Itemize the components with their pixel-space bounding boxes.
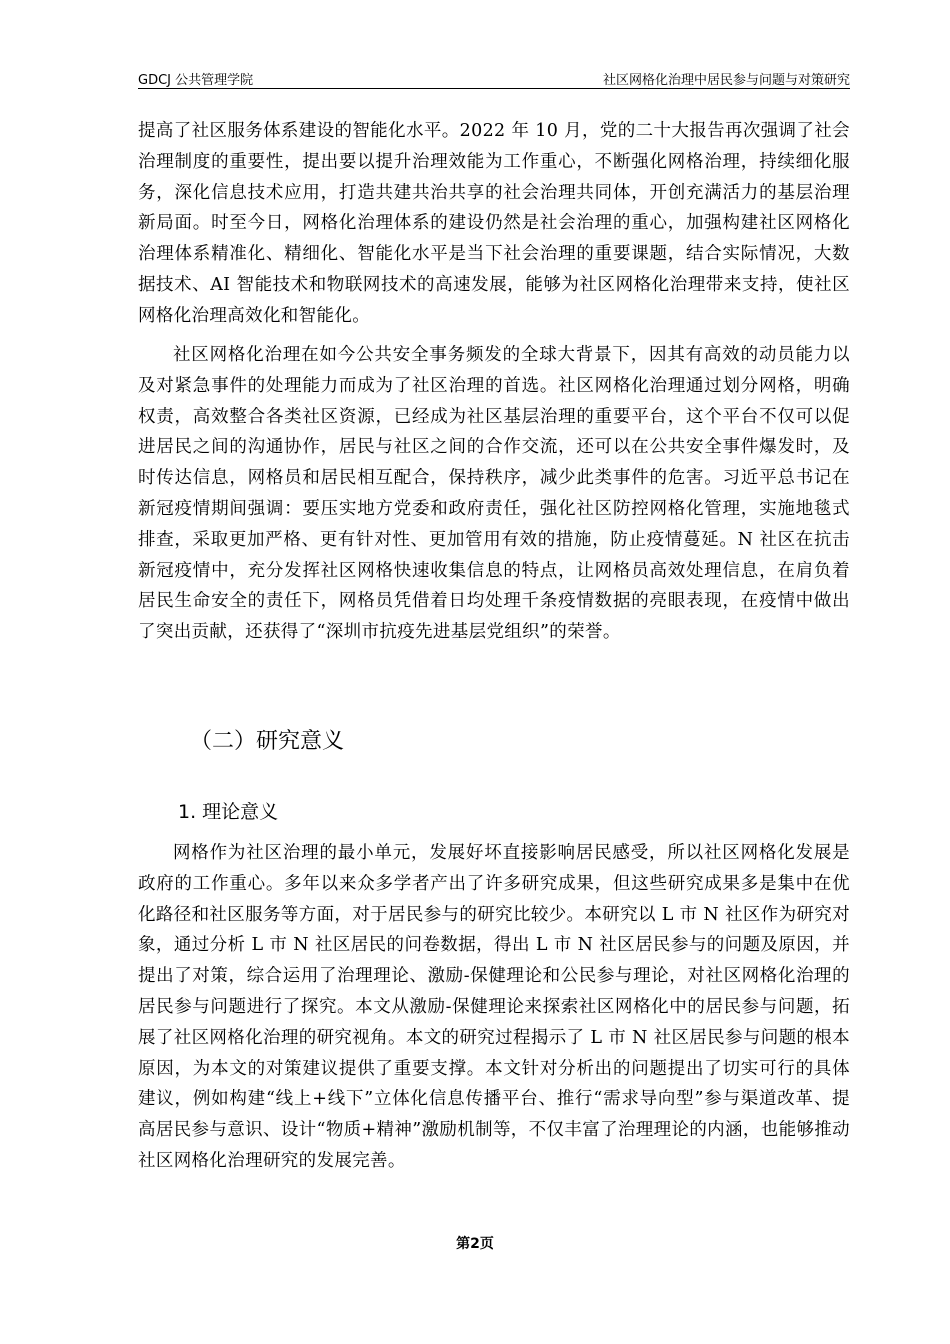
page-number: 第2页 — [456, 1236, 494, 1252]
header-title: 社区网格化治理中居民参与问题与对策研究 — [602, 73, 850, 88]
header-institution: GDCJ 公共管理学院 — [138, 73, 254, 88]
body-paragraph-1: 提高了社区服务体系建设的智能化水平。2022 年 10 月，党的二十大报告再次强调了社会治理制度的重要性，提出要以提升治理效能为工作重心，不断强化网格治理，持续细化服务，深化信息技术应用，打造共建共治共享的社会治理共同体，开创充满活力的基层治理新局面。时至今日，网格化治理体系的建设仍然是社会治理的重心，加强构建社区网格化治理体系精准化、精细化、智能化水平是当下社会治理的重要课题，结合实际情况，大数据技术、AI 智能技术和物联网技术的高速发展，能够为社区网格化治理带来支持，使社区网格化治理高效化和智能化。 — [138, 121, 850, 326]
subsection-heading: 1. 理论意义 — [178, 801, 279, 823]
body-paragraph-3: 网格作为社区治理的最小单元，发展好坏直接影响居民感受，所以社区网格化发展是政府的工作重心。多年以来众多学者产出了许多研究成果，但这些研究成果多是集中在优化路径和社区服务等方面，对于居民参与的研究比较少。本研究以 L 市 N 社区作为研究对象，通过分析 L 市 N 社区居民的问卷数据，得出 L 市 N 社区居民参与的问题及原因，并提出了对策，综合运用了治理理论、激励-保健理论和公民参与理论，对社区网格化治理的居民参与问题进行了探究。本文从激励-保健理论来探索社区网格化中的居民参与问题，拓展了社区网格化治理的研究视角。本文的研究过程揭示了 L 市 N 社区居民参与问题的根本原因，为本文的对策建议提供了重要支撑。本文针对分析出的问题提出了切实可行的具体建议，例如构建“线上+线下”立体化信息传播平台、推行“需求导向型”参与渠道改革、提高居民参与意识、设计“物质+精神”激励机制等，不仅丰富了治理理论的内涵，也能够推动社区网格化治理研究的发展完善。 — [138, 843, 850, 1171]
section-heading: （二）研究意义 — [190, 729, 345, 754]
body-paragraph-2: 社区网格化治理在如今公共安全事务频发的全球大背景下，因其有高效的动员能力以及对紧急事件的处理能力而成为了社区治理的首选。社区网格化治理通过划分网格，明确权责，高效整合各类社区资源，已经成为社区基层治理的重要平台，这个平台不仅可以促进居民之间的沟通协作，居民与社区之间的合作交流，还可以在公共安全事件爆发时，及时传达信息，网格员和居民相互配合，保持秩序，减少此类事件的危害。习近平总书记在新冠疫情期间强调：要压实地方党委和政府责任，强化社区防控网格化管理，实施地毯式排查，采取更加严格、更有针对性、更加管用有效的措施，防止疫情蔓延。N 社区在抗击新冠疫情中，充分发挥社区网格快速收集信息的特点，让网格员高效处理信息，在肩负着居民生命安全的责任下，网格员凭借着日均处理千条疫情数据的亮眼表现，在疫情中做出了突出贡献，还获得了“深圳市抗疫先进基层党组织”的荣誉。 — [138, 345, 850, 643]
page-header — [138, 66, 850, 89]
